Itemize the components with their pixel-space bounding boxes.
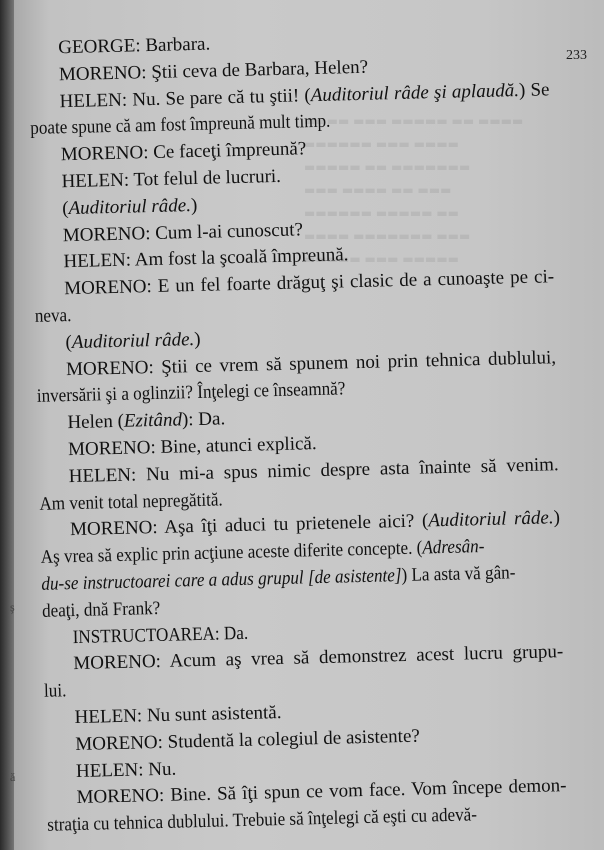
line-text: Ce faceţi împreună? bbox=[148, 138, 307, 164]
line-content bbox=[68, 433, 317, 460]
stage-direction: Auditoriul râde. bbox=[428, 507, 554, 532]
line-content bbox=[74, 702, 281, 728]
line-text: Nu mi-a spus nimic despre asta înainte să venim. bbox=[136, 453, 559, 486]
line-text: straţia cu tehnica dublului. Trebuie să înţelegi că eşti cu adevă- bbox=[47, 804, 478, 836]
speaker-name: MORENO: bbox=[58, 61, 147, 86]
line-text: Ştii ce vrem să spunem noi prin tehnica dublului, bbox=[153, 346, 557, 378]
speaker-name: MORENO: bbox=[67, 436, 156, 461]
line-content bbox=[39, 487, 223, 518]
line-content bbox=[76, 758, 177, 781]
line-text: deaţi, dnă Frank? bbox=[41, 597, 161, 622]
speaker-name: MORENO: bbox=[60, 142, 149, 166]
line-content bbox=[61, 138, 307, 165]
line-content bbox=[59, 57, 369, 86]
speaker-name: MORENO: bbox=[73, 651, 162, 675]
line-text: poate spune că am fost împreună mult timp. bbox=[30, 111, 331, 140]
line-content bbox=[58, 34, 210, 59]
margin-mark: ă bbox=[10, 770, 16, 784]
stage-direction: Auditoriul râde. bbox=[71, 328, 195, 353]
line-text: Am fost la şcoală împreună. bbox=[130, 244, 349, 271]
speaker-name: HELEN: bbox=[68, 464, 137, 487]
line-text: Bine. Să îţi spun ce vom face. Vom începe demon- bbox=[163, 775, 567, 807]
line-text: E un fel foarte drăguţ şi clasic de a cunoaşte pe ci- bbox=[151, 266, 555, 298]
stage-direction: Adresân- bbox=[422, 536, 485, 559]
speaker-name: INSTRUCTOAREA: bbox=[72, 623, 220, 648]
speaker-name: HELEN: bbox=[59, 89, 128, 112]
line-content bbox=[42, 596, 161, 626]
line-text-after: ) La asta vă gân- bbox=[401, 562, 516, 586]
line-text: inversării şi a oglinzii? Înţelegi ce înseamnă? bbox=[36, 378, 346, 408]
line-text: Helen ( bbox=[67, 410, 125, 434]
margin-mark: ş bbox=[10, 600, 15, 614]
speaker-name: GEORGE: bbox=[58, 35, 141, 59]
line-text-after: ) bbox=[193, 328, 201, 350]
line-text-after: ) Se bbox=[518, 78, 550, 101]
speaker-name: HELEN: bbox=[61, 169, 130, 193]
page-number: 233 bbox=[566, 48, 587, 63]
speaker-name: MORENO: bbox=[63, 276, 153, 300]
bleed-through-text: ▬▬▬▬ ▬▬▬ ▬▬▬▬▬ ▬▬ ▬▬▬▬ ▬▬▬▬▬▬ ▬▬▬ ▬▬▬▬ ▬▬▬▬▬ ▬▬ ▬▬▬▬▬▬▬ ▬▬▬ ▬▬▬▬ ▬▬ ▬▬▬ ▬▬▬▬▬▬ ▬▬▬▬▬ ▬▬ ▬▬▬▬ ▬▬▬▬▬▬▬ ▬▬▬ ▬▬▬▬▬ ▬▬▬ ▬▬▬▬▬ bbox=[304, 114, 524, 266]
line-content bbox=[75, 725, 420, 754]
speaker-name: MORENO: bbox=[76, 785, 165, 809]
line-text: Acum aş vrea să demonstrez acest lucru grupu- bbox=[160, 641, 564, 673]
line-text: Am venit total nepregătită. bbox=[39, 488, 223, 515]
line-text: Cum l-ai cunoscut? bbox=[150, 218, 304, 244]
line-text: Studentă la colegiul de asistente? bbox=[162, 725, 421, 753]
speaker-name: HELEN: bbox=[63, 249, 132, 273]
stage-direction: du-se instructoarei care a adus grupul [de asistente] bbox=[41, 564, 402, 595]
stage-direction: Auditoriul râde şi aplaudă. bbox=[310, 79, 520, 106]
line-text: Ştii ceva de Barbara, Helen? bbox=[146, 56, 369, 83]
line-text: Aş vrea să explic prin acţiune aceste diferite concepte. ( bbox=[40, 537, 423, 568]
line-content bbox=[62, 195, 198, 219]
line-text: Nu. bbox=[143, 758, 177, 780]
dialogue-text bbox=[28, 23, 567, 839]
book-page bbox=[10, 0, 600, 850]
line-content bbox=[67, 408, 225, 433]
line-text-after: ) bbox=[553, 507, 561, 529]
speaker-name: MORENO: bbox=[75, 731, 164, 755]
line-content bbox=[44, 678, 67, 705]
speaker-name: MORENO: bbox=[69, 517, 158, 541]
line-content bbox=[35, 303, 72, 331]
line-text: Da. bbox=[219, 622, 249, 645]
line-text: Aşa îţi aduci tu prietenele aici? ( bbox=[157, 510, 429, 539]
line-content bbox=[65, 329, 201, 353]
line-text: Bine, atunci explică. bbox=[155, 433, 317, 458]
speaker-name: HELEN: bbox=[75, 758, 144, 782]
stage-direction: Ezitând bbox=[123, 409, 183, 432]
line-content bbox=[61, 166, 281, 192]
line-text: Nu sunt asistentă. bbox=[141, 701, 282, 727]
line-text: Tot felul de lucruri. bbox=[128, 165, 282, 191]
speaker-name: HELEN: bbox=[74, 705, 143, 728]
line-text-after: ): Da. bbox=[181, 408, 226, 431]
line-content bbox=[63, 245, 348, 273]
speaker-name: MORENO: bbox=[65, 356, 155, 380]
line-text: neva. bbox=[34, 304, 72, 327]
line-text: ( bbox=[61, 197, 69, 219]
line-content bbox=[63, 219, 304, 246]
line-text: Barbara. bbox=[140, 33, 211, 57]
line-text: ( bbox=[65, 331, 73, 353]
line-text-after: ) bbox=[190, 194, 198, 216]
line-text: Nu. Se pare că tu ştii! ( bbox=[126, 84, 311, 111]
line-text: lui. bbox=[43, 680, 67, 702]
speaker-name: MORENO: bbox=[62, 222, 151, 246]
stage-direction: Auditoriul râde. bbox=[68, 194, 192, 219]
line-content bbox=[72, 620, 248, 651]
